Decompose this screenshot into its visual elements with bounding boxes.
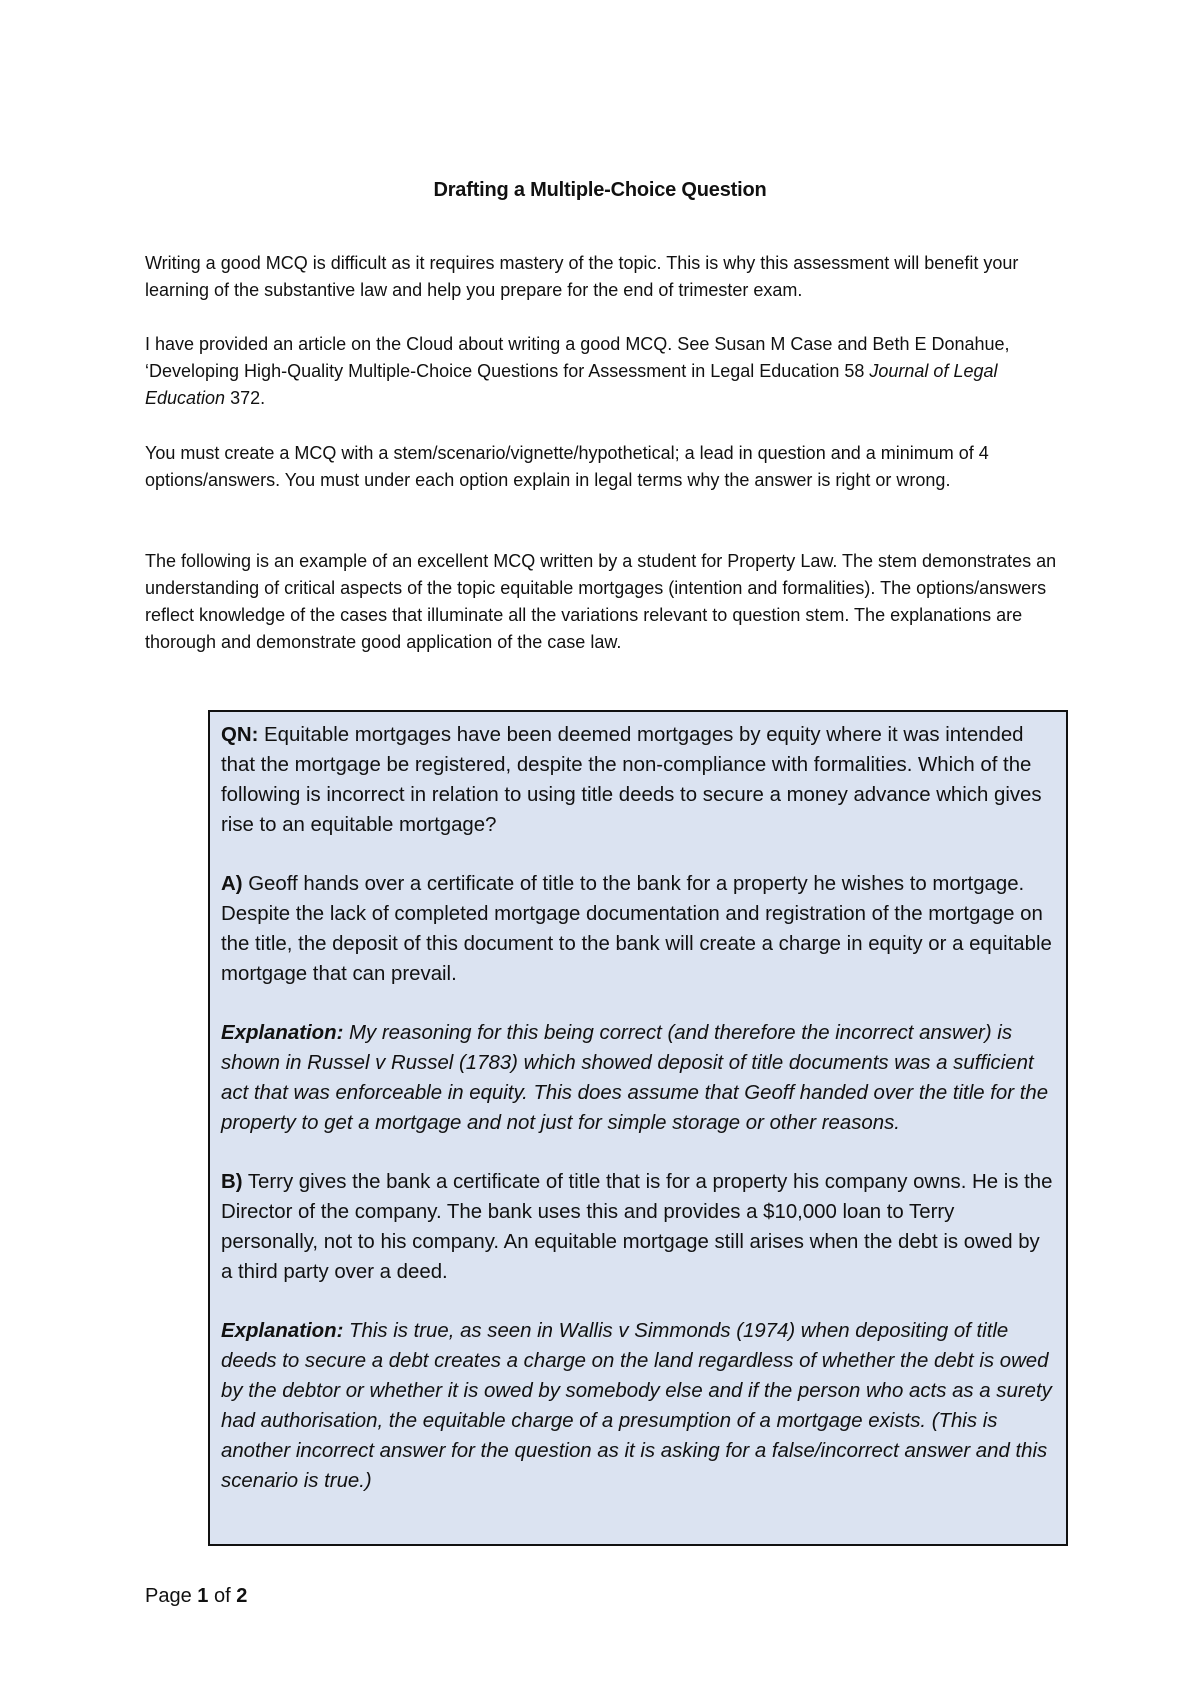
citation-page: 372. [225, 388, 266, 408]
intro-paragraph-3 [145, 440, 1075, 494]
option-b-text: Terry gives the bank a certificate of title that is for a property his company owns. He is the Director of the company. The bank uses this and provides a $10,000 loan to Terry personally, not to his company. An equitable mortgage still arises when the debt is owed by a third party over a deed. [221, 1171, 1053, 1283]
option-a-explanation-text: My reasoning for this being correct (and therefore the incorrect answer) is shown in Russel v Russel (1783) which showed deposit of title documents was a sufficient act that was enforceable in equity. This does assume that Geoff handed over the title for the property to get a mortgage and not just for simple storage or other reasons. [221, 1022, 1049, 1134]
journal-name: Journal of Legal Education [145, 361, 998, 408]
intro-text-1: Writing a good MCQ is difficult as it requires mastery of the topic. This is why this assessment will benefit your learning of the substantive law and help you prepare for the end of trimester exam. [145, 253, 1019, 300]
question-text: Equitable mortgages have been deemed mortgages by equity where it was intended that the mortgage be registered, despite the non-compliance with formalities. Which of the following is incorrect in relation to using title deeds to secure a money advance which gives rise to an equitable mortgage? [221, 724, 1042, 836]
question-stem [221, 720, 1056, 840]
option-b-explanation [221, 1316, 1056, 1496]
option-a-text: Geoff hands over a certificate of title to the bank for a property he wishes to mortgage. Despite the lack of completed mortgage documentation and registration of the mortgage on the title, the deposit of this document to the bank will create a charge in equity or a equitable mortgage that can prevail. [221, 873, 1052, 985]
of-word: of [213, 1585, 231, 1607]
option-a-label: A) [221, 873, 243, 895]
page-total: 2 [236, 1585, 248, 1607]
intro-paragraph-1 [145, 250, 1075, 304]
page-footer [145, 1585, 247, 1608]
citation-text: I have provided an article on the Cloud about writing a good MCQ. See Susan M Case and Beth E Donahue, ‘Developing High-Quality Multiple-Choice Questions for Assessment in Legal Education 58 [145, 334, 1010, 381]
intro-paragraph-2 [145, 331, 1075, 412]
option-b-explanation-text: This is true, as seen in Wallis v Simmonds (1974) when depositing of title deeds to secure a debt creates a charge on the land regardless of whether the debt is owed by the debtor or whether it is owed by somebody else and if the person who acts as a surety had authorisation, the equitable charge of a presumption of a mortgage exists. (This is another incorrect answer for the question as it is asking for a false/incorrect answer and this scenario is true.) [221, 1320, 1052, 1492]
option-b-explanation-label: Explanation: [221, 1320, 344, 1342]
page-number: 1 [197, 1585, 209, 1607]
intro-text-3: You must create a MCQ with a stem/scenario/vignette/hypothetical; a lead in question and a minimum of 4 options/answers. You must under each option explain in legal terms why the answer is right or wrong. [145, 443, 989, 490]
mcq-example-box [208, 710, 1068, 1546]
option-b-label: B) [221, 1171, 243, 1193]
option-a [221, 869, 1056, 989]
page-word: Page [145, 1585, 192, 1607]
option-b [221, 1167, 1056, 1287]
question-label: QN: [221, 724, 259, 746]
option-a-explanation [221, 1018, 1056, 1138]
page-title: Drafting a Multiple-Choice Question [433, 179, 767, 201]
intro-paragraph-4 [145, 548, 1075, 656]
option-a-explanation-label: Explanation: [221, 1022, 344, 1044]
intro-text-2 [145, 331, 1075, 412]
intro-text-4: The following is an example of an excellent MCQ written by a student for Property Law. The stem demonstrates an understanding of critical aspects of the topic equitable mortgages (intention and formalities). The options/answers reflect knowledge of the cases that illuminate all the variations relevant to question stem. The explanations are thorough and demonstrate good application of the case law. [145, 551, 1057, 652]
